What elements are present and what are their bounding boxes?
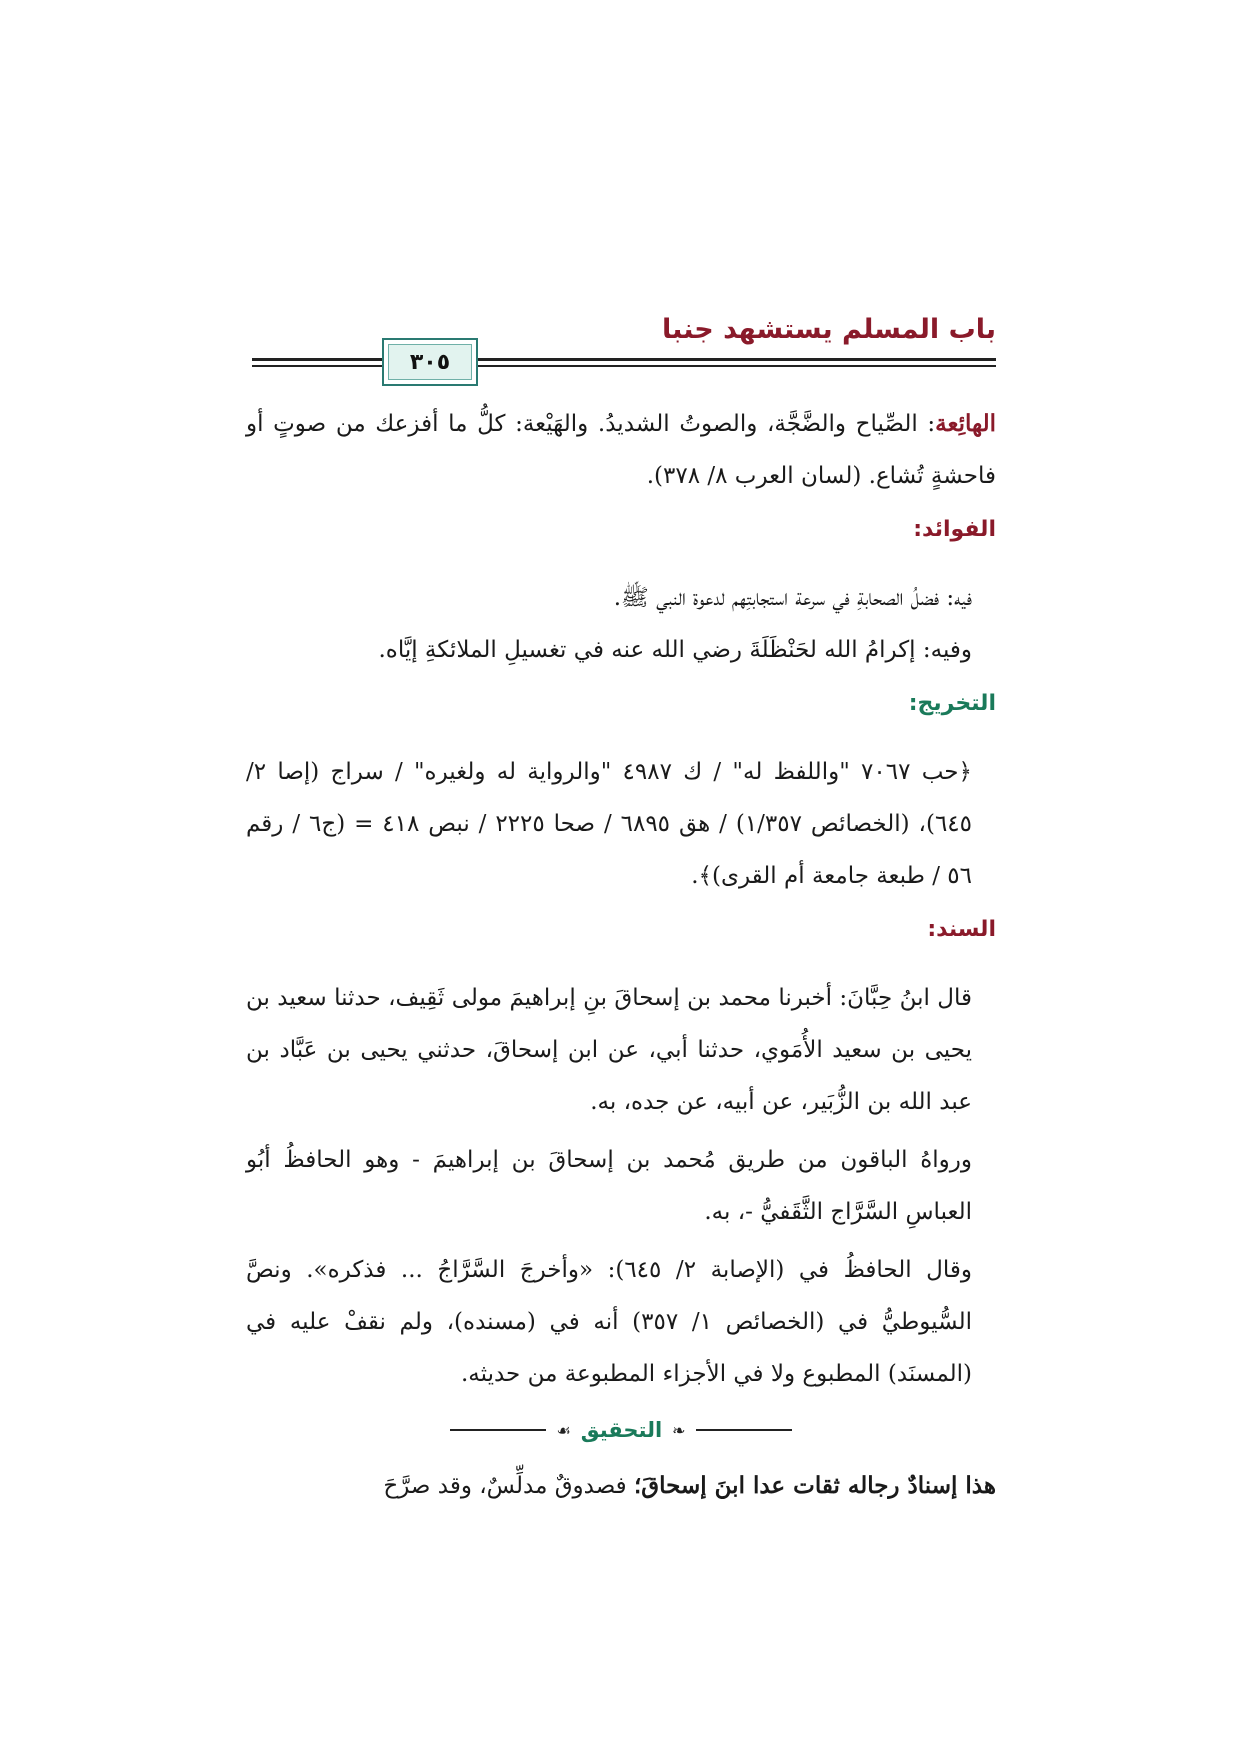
divider-line	[696, 1429, 792, 1431]
sanad-heading: السند:	[927, 917, 996, 942]
page-number: ٣٠٥	[409, 349, 451, 375]
vocab-paragraph	[246, 398, 996, 502]
chapter-title: باب المسلم يستشهد جنبا	[662, 314, 996, 345]
header-rule-thin	[252, 365, 996, 367]
takhrij-text: ﴿حب ٧٠٦٧ "واللفظ له" / ك ٤٩٨٧ "والرواية له ولغيره" / سراج (إصا ٢/ ٦٤٥)، (الخصائص ١/٣٥٧) / هق ٦٨٩٥ / صحا ٢٢٢٥ / نبص ٤١٨ = (ج٦ / رقم ٥٦ / طبعة جامعة أم القرى)﴾.	[246, 759, 973, 889]
divider-line	[450, 1429, 546, 1431]
benefits-heading: الفوائد:	[913, 517, 996, 542]
tahqiq-divider	[246, 1408, 996, 1452]
ornament-icon: ❧	[672, 1420, 686, 1440]
sanad-paragraph: قال ابنُ حِبَّانَ: أخبرنا محمد بن إسحاقَ بنِ إبراهيمَ مولى ثَقِيف، حدثنا سعيد بن يحيى بن سعيد الأُمَوي، حدثنا أبي، عن ابن إسحاقَ، حدثني يحيى بن عَبَّاد بن عبد الله بن الزُّبَير، عن أبيه، عن جده، به.	[246, 985, 972, 1115]
benefit-item: فيه: فضلُ الصحابةِ في سرعة استجابتِهم لدعوة النبي ﷺ.	[613, 585, 972, 611]
takhrij-heading: التخريج:	[908, 691, 996, 716]
benefit-item: وفيه: إكرامُ الله لحَنْظَلَةَ رضي الله عنه في تغسيلِ الملائكةِ إيَّاه.	[378, 637, 972, 663]
tahqiq-bold: هذا إسنادٌ رجاله ثقات عدا ابنَ إسحاقَ؛	[633, 1472, 996, 1499]
page-body	[246, 398, 996, 1514]
tahqiq-heading: التحقيق	[580, 1418, 663, 1442]
vocab-term: الهائِعة	[935, 410, 996, 437]
ornament-icon: ☙	[556, 1420, 571, 1440]
vocab-definition: : الصِّياح والضَّجَّة، والصوتُ الشديدُ. والهَيْعة: كلُّ ما أفزعك من صوتٍ أو فاحشةٍ تُشاع. (لسان العرب ٨/ ٣٧٨).	[246, 411, 996, 489]
sanad-paragraph: وقال الحافظُ في (الإصابة ٢/ ٦٤٥): «وأخرجَ السَّرَّاجُ ... فذكره». ونصَّ السُّيوطيُّ في (الخصائص ١/ ٣٥٧) أنه في (مسنده)، ولم نقفْ عليه في (المسنَد) المطبوع ولا في الأجزاء المطبوعة من حديثه.	[246, 1257, 973, 1387]
header-rule	[252, 358, 996, 361]
tahqiq-normal: فصدوقٌ مدلِّسٌ، وقد صرَّحَ	[383, 1473, 634, 1499]
page-number-badge	[382, 338, 478, 386]
tahqiq-text	[246, 1458, 996, 1514]
sanad-paragraph: ورواهُ الباقون من طريق مُحمد بن إسحاقَ بن إبراهيمَ - وهو الحافظُ أبُو العباسِ السَّرَّاج الثَّقَفيُّ -، به.	[246, 1147, 972, 1225]
